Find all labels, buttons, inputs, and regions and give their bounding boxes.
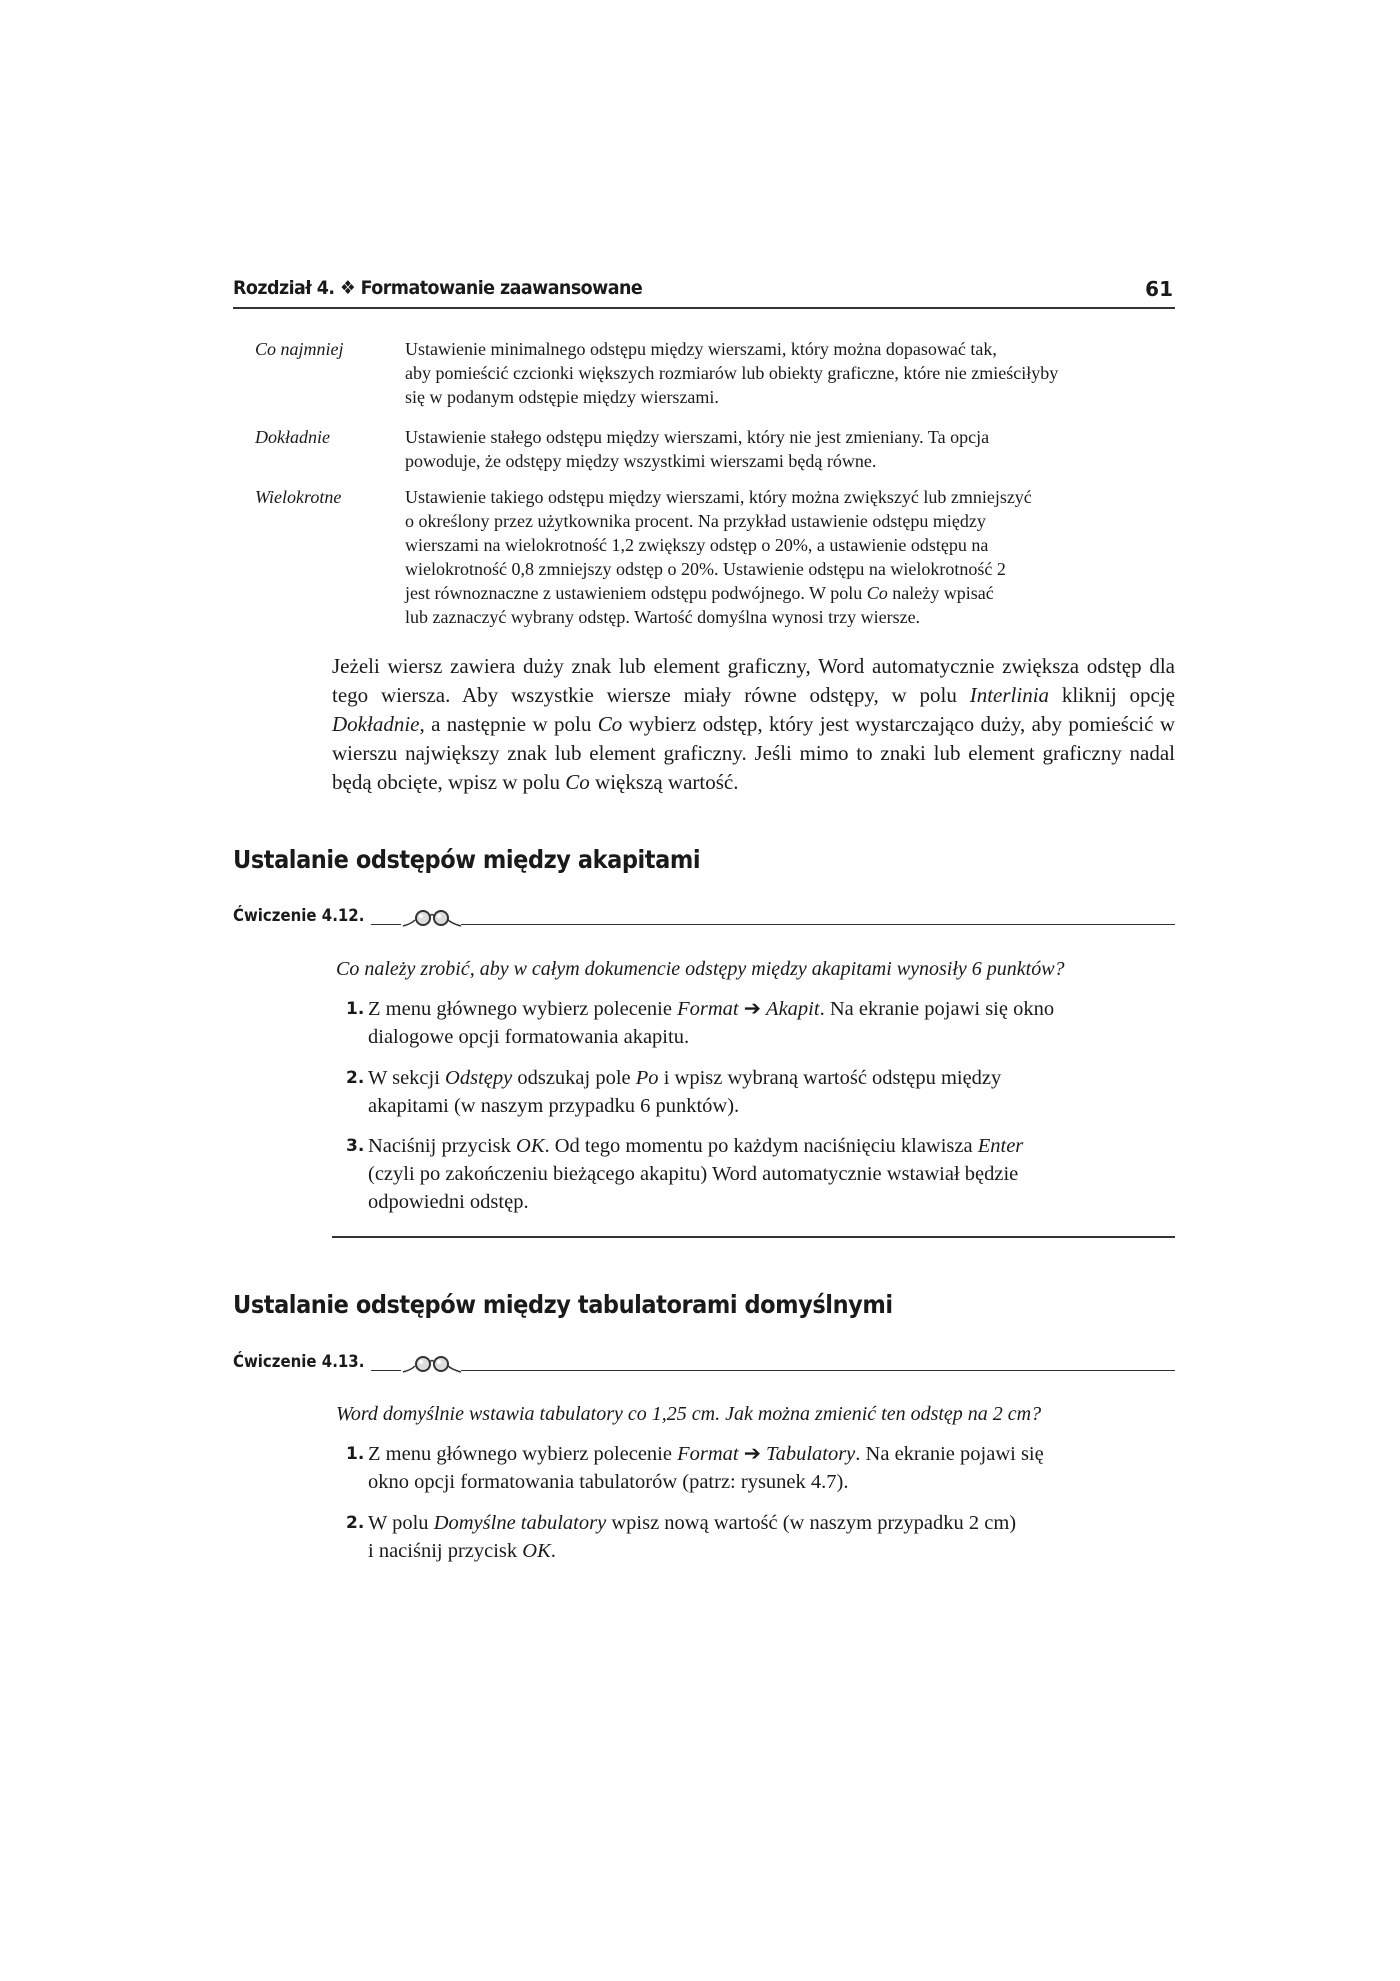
italic-term: Po bbox=[635, 1067, 659, 1089]
step-text bbox=[368, 1509, 1176, 1565]
italic-term: Format bbox=[677, 998, 739, 1020]
step-number: 1. bbox=[346, 1444, 365, 1464]
step-line bbox=[368, 1132, 1176, 1160]
italic-term: OK bbox=[522, 1540, 551, 1562]
desc-fragment: jest równoznaczne z ustawieniem odstępu podwójnego. W polu bbox=[405, 583, 863, 603]
page-number: 61 bbox=[1145, 277, 1173, 301]
italic-term: Co bbox=[565, 770, 590, 794]
text: W sekcji bbox=[368, 1067, 446, 1089]
italic-term: Odstępy bbox=[445, 1067, 513, 1089]
italic-term: Co bbox=[597, 712, 623, 736]
step-number: 3. bbox=[346, 1136, 365, 1156]
step-number: 2. bbox=[346, 1513, 365, 1533]
desc-line bbox=[405, 581, 1175, 605]
text: . Na ekranie pojawi się okno bbox=[819, 998, 1055, 1020]
step-line: odpowiedni odstęp. bbox=[368, 1191, 529, 1213]
text: odszukaj pole bbox=[512, 1067, 636, 1089]
text: wpisz nową wartość (w naszym przypadku 2 cm) bbox=[606, 1512, 1017, 1534]
exercise-label: Ćwiczenie 4.13. bbox=[233, 1352, 365, 1372]
definition-desc bbox=[405, 485, 1175, 629]
step-line bbox=[368, 1509, 1176, 1537]
desc-line: powoduje, że odstępy między wszystkimi wierszami będą równe. bbox=[405, 451, 877, 471]
section-title: Ustalanie odstępów między akapitami bbox=[233, 845, 701, 874]
step-text bbox=[368, 1440, 1176, 1496]
exercise-end-rule bbox=[332, 1236, 1175, 1238]
italic-term: OK bbox=[516, 1135, 545, 1157]
text: Z menu głównego wybierz polecenie bbox=[368, 1443, 678, 1465]
text: Jeżeli wiersz zawiera duży znak lub element graficzny, Word automatycznie zwiększa odstęp dla tego wiersza. Aby wszystkie wiersze miały równe odstępy, w polu bbox=[332, 654, 1175, 707]
desc-fragment: należy wpisać bbox=[892, 583, 994, 603]
step-line bbox=[368, 995, 1176, 1023]
italic-term: Tabulatory bbox=[766, 1443, 856, 1465]
desc-line: Ustawienie takiego odstępu między wierszami, który można zwiększyć lub zmniejszyć bbox=[405, 487, 1032, 507]
running-head bbox=[233, 277, 1175, 309]
italic-term: Format bbox=[677, 1443, 739, 1465]
definition-term: Wielokrotne bbox=[255, 487, 342, 507]
step-number: 2. bbox=[346, 1068, 365, 1088]
text: i wpisz wybraną wartość odstępu między bbox=[658, 1067, 1002, 1089]
desc-line: Ustawienie stałego odstępu między wierszami, który nie jest zmieniany. Ta opcja bbox=[405, 427, 990, 447]
italic-term: Akapit bbox=[766, 998, 820, 1020]
definition-desc bbox=[405, 337, 1175, 409]
desc-line: lub zaznaczyć wybrany odstęp. Wartość domyślna wynosi trzy wiersze. bbox=[405, 607, 921, 627]
text: . Na ekranie pojawi się bbox=[855, 1443, 1044, 1465]
text: wybierz odstęp, który jest wystarczająco duży, aby pomieścić w wierszu największy znak lub element graficzny. Jeśli mimo to znaki lub element graficzny nadal będą obcięte, wpisz w polu bbox=[332, 712, 1175, 794]
exercise-question: Word domyślnie wstawia tabulatory co 1,25 cm. Jak można zmienić ten odstęp na 2 cm? bbox=[336, 1403, 1042, 1425]
definition-desc bbox=[405, 425, 1175, 473]
italic-term: Interlinia bbox=[969, 683, 1050, 707]
desc-line: wielokrotność 0,8 zmniejszy odstęp o 20%. Ustawienie odstępu na wielokrotność 2 bbox=[405, 559, 1006, 579]
exercise-header bbox=[233, 904, 1175, 934]
step-text bbox=[368, 1064, 1176, 1120]
desc-line: Ustawienie minimalnego odstępu między wierszami, który można dopasować tak, bbox=[405, 339, 997, 359]
exercise-header bbox=[233, 1350, 1175, 1380]
italic-term: Dokładnie bbox=[332, 712, 420, 736]
exercise-label: Ćwiczenie 4.12. bbox=[233, 906, 365, 926]
text: . Od tego momentu po każdym naciśnięciu klawisza bbox=[544, 1135, 978, 1157]
glasses-icon bbox=[401, 904, 463, 932]
desc-line: aby pomieścić czcionki większych rozmiarów lub obiekty graficzne, które nie zmieściłyby bbox=[405, 363, 1059, 383]
text: większą wartość. bbox=[589, 770, 739, 794]
desc-line: wierszami na wielokrotność 1,2 zwiększy odstęp o 20%, a ustawienie odstępu na bbox=[405, 535, 989, 555]
exercise-rule bbox=[371, 1370, 401, 1371]
exercise-rule bbox=[461, 924, 1175, 925]
arrow: ➔ bbox=[738, 1443, 767, 1465]
italic-term: Enter bbox=[977, 1135, 1024, 1157]
step-line: akapitami (w naszym przypadku 6 punktów). bbox=[368, 1095, 740, 1117]
exercise-rule bbox=[461, 1370, 1175, 1371]
arrow: ➔ bbox=[738, 998, 767, 1020]
glasses-icon bbox=[401, 1350, 463, 1378]
step-number: 1. bbox=[346, 999, 365, 1019]
step-text bbox=[368, 995, 1176, 1051]
step-line: dialogowe opcji formatowania akapitu. bbox=[368, 1026, 690, 1048]
italic-term: Domyślne tabulatory bbox=[433, 1512, 607, 1534]
text: i naciśnij przycisk bbox=[368, 1540, 523, 1562]
exercise-rule bbox=[371, 924, 401, 925]
step-line: okno opcji formatowania tabulatorów (patrz: rysunek 4.7). bbox=[368, 1471, 849, 1493]
section-title: Ustalanie odstępów między tabulatorami domyślnymi bbox=[233, 1290, 893, 1319]
step-line bbox=[368, 1064, 1176, 1092]
desc-line: się w podanym odstępie między wierszami. bbox=[405, 387, 719, 407]
desc-line: o określony przez użytkownika procent. Na przykład ustawienie odstępu między bbox=[405, 511, 986, 531]
chapter-title: Rozdział 4. ❖ Formatowanie zaawansowane bbox=[233, 277, 643, 299]
definition-term: Co najmniej bbox=[255, 339, 344, 359]
body-paragraph bbox=[332, 652, 1175, 797]
text: . bbox=[550, 1540, 556, 1562]
exercise-question: Co należy zrobić, aby w całym dokumencie odstępy między akapitami wynosiły 6 punktów? bbox=[336, 958, 1065, 980]
desc-italic: Co bbox=[866, 583, 888, 603]
step-line bbox=[368, 1537, 1176, 1565]
text: W polu bbox=[368, 1512, 434, 1534]
text: kliknij opcję bbox=[1049, 683, 1175, 707]
text: Z menu głównego wybierz polecenie bbox=[368, 998, 678, 1020]
step-line: (czyli po zakończeniu bieżącego akapitu) Word automatycznie wstawiał będzie bbox=[368, 1163, 1019, 1185]
step-text bbox=[368, 1132, 1176, 1216]
text: Naciśnij przycisk bbox=[368, 1135, 517, 1157]
text: , a następnie w polu bbox=[419, 712, 598, 736]
definition-term: Dokładnie bbox=[255, 427, 330, 447]
step-line bbox=[368, 1440, 1176, 1468]
